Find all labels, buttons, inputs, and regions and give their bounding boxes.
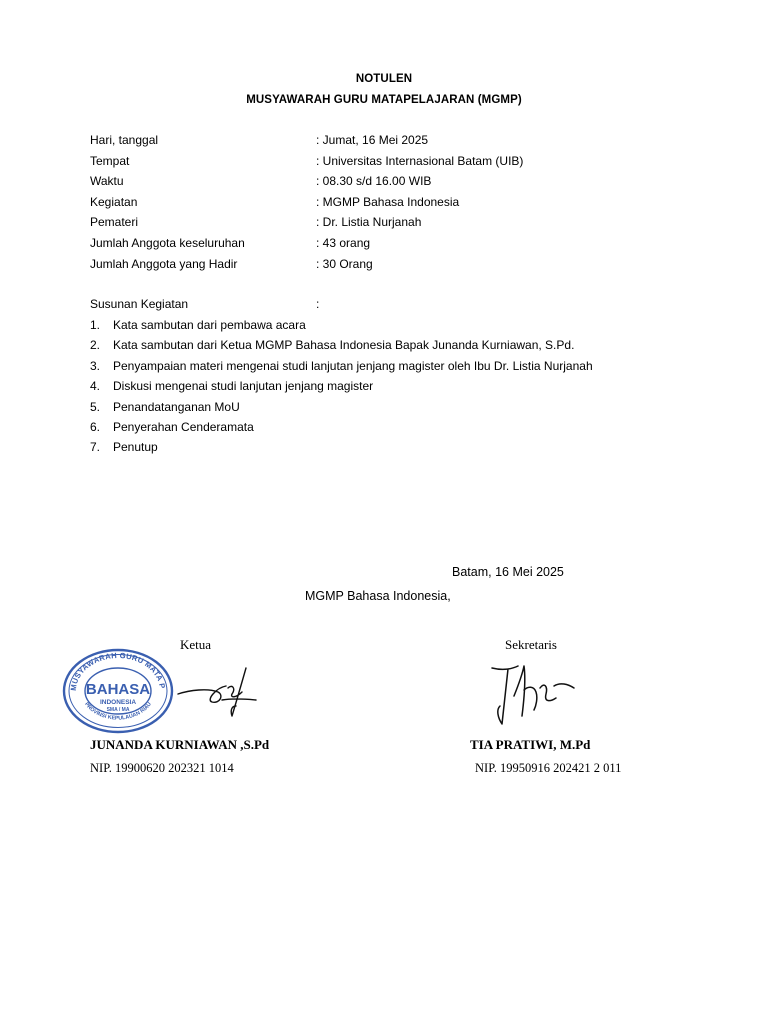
stamp-center-level: SMA / MA xyxy=(106,707,130,713)
info-label: Pemateri xyxy=(90,215,139,229)
info-value: : Universitas Internasional Batam (UIB) xyxy=(316,154,524,168)
list-item-text: Diskusi mengenai studi lanjutan jenjang magister xyxy=(113,379,374,393)
info-label: Tempat xyxy=(90,154,130,168)
signature-role-right: Sekretaris xyxy=(505,637,557,652)
info-value: : Jumat, 16 Mei 2025 xyxy=(316,133,429,147)
info-label: Jumlah Anggota yang Hadir xyxy=(90,257,238,271)
list-item-text: Kata sambutan dari Ketua MGMP Bahasa Indonesia Bapak Junanda Kurniawan, S.Pd. xyxy=(113,338,575,352)
info-label: Kegiatan xyxy=(90,195,138,209)
info-value: : 08.30 s/d 16.00 WIB xyxy=(316,174,432,188)
signatory-nip-left: NIP. 19900620 202321 1014 xyxy=(90,761,234,775)
list-item-number: 1. xyxy=(90,318,101,332)
list-item-number: 4. xyxy=(90,379,101,393)
list-item-text: Penyampaian materi mengenai studi lanjutan jenjang magister oleh Ibu Dr. Listia Nurjanah xyxy=(113,359,593,373)
organization-stamp xyxy=(59,641,174,734)
signature-left xyxy=(172,662,262,722)
agenda-colon: : xyxy=(316,297,320,311)
info-label: Jumlah Anggota keseluruhan xyxy=(90,236,245,250)
info-label: Waktu xyxy=(90,174,124,188)
stamp-bottom-text: PROVINSI KEPULAUAN RIAU xyxy=(83,701,153,722)
list-item-number: 3. xyxy=(90,359,101,373)
signature-role-left: Ketua xyxy=(180,637,212,652)
info-value: : MGMP Bahasa Indonesia xyxy=(316,195,460,209)
list-item-text: Penutup xyxy=(113,440,158,454)
signature-right xyxy=(488,660,578,730)
info-label: Hari, tanggal xyxy=(90,133,159,147)
signatory-nip-right: NIP. 19950916 202421 2 011 xyxy=(475,761,622,775)
list-item-text: Kata sambutan dari pembawa acara xyxy=(113,318,306,332)
place-date: Batam, 16 Mei 2025 xyxy=(452,565,564,579)
organization-name: MGMP Bahasa Indonesia, xyxy=(305,589,451,603)
document-title: NOTULEN xyxy=(355,73,413,85)
list-item-text: Penandatanganan MoU xyxy=(113,400,240,414)
list-item-number: 7. xyxy=(90,440,101,454)
stamp-center-main: BAHASA xyxy=(85,681,151,698)
document-subtitle: MUSYAWARAH GURU MATAPELAJARAN (MGMP) xyxy=(246,94,522,106)
signatory-name-left: JUNANDA KURNIAWAN ,S.Pd xyxy=(90,737,270,752)
list-item-number: 2. xyxy=(90,338,101,352)
info-value: : 43 orang xyxy=(316,236,371,250)
stamp-center-sub: INDONESIA xyxy=(99,699,137,706)
info-value: : Dr. Listia Nurjanah xyxy=(316,215,422,229)
agenda-label: Susunan Kegiatan xyxy=(90,297,189,311)
list-item-number: 6. xyxy=(90,420,101,434)
stamp-ring-text: MUSYAWARAH GURU MATA PELAJARAN xyxy=(59,641,167,692)
list-item-text: Penyerahan Cenderamata xyxy=(113,420,254,434)
list-item-number: 5. xyxy=(90,400,101,414)
info-value: : 30 Orang xyxy=(316,257,373,271)
signatory-name-right: TIA PRATIWI, M.Pd xyxy=(470,737,591,752)
